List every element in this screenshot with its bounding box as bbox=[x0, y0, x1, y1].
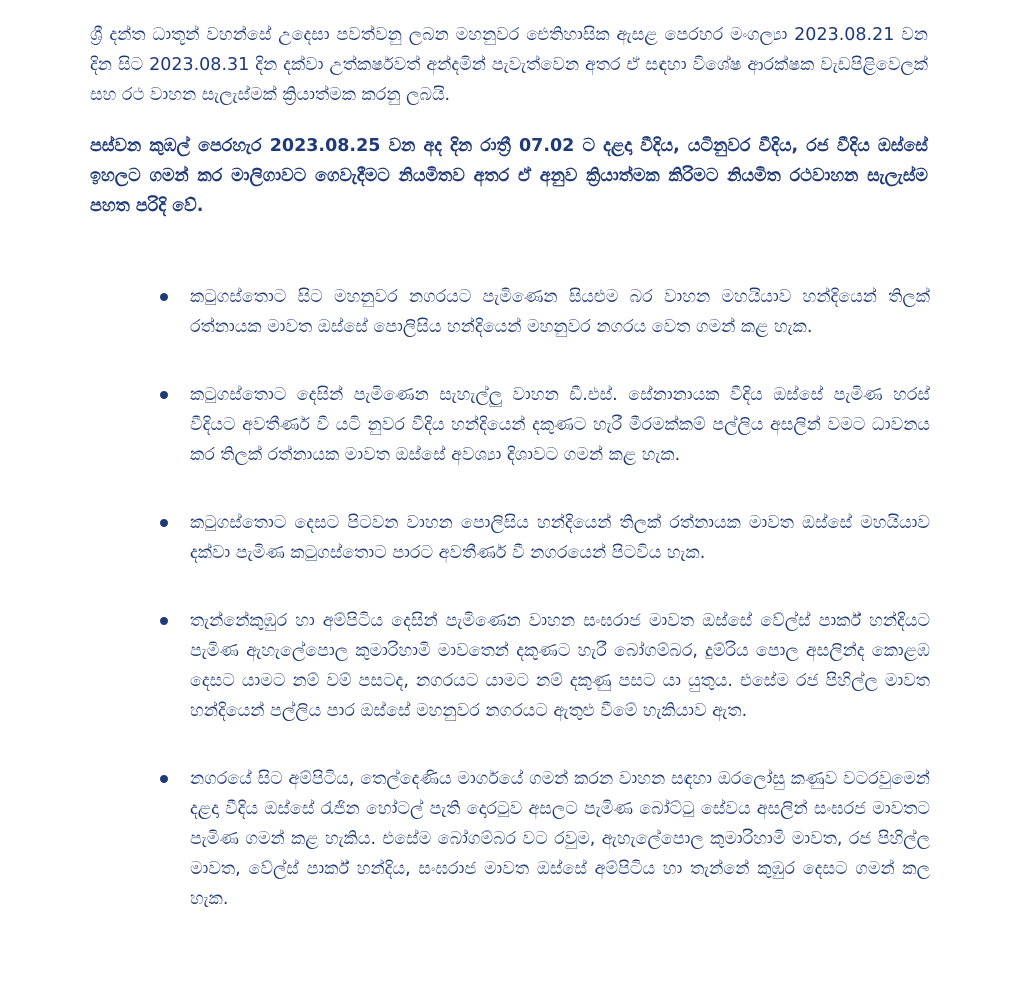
list-item-text: කටුගස්තොට සිට මහනුවර නගරයට පැමිණෙන සියළුම බර වාහන මහයියාව හන්දියෙන් තිලක් රත්නායක මාවත ඔස්සේ පොලිසිය හන්දියෙන් මහනුවර නගරය වෙත ගමන් කළ හැක. bbox=[190, 287, 930, 337]
list-item bbox=[160, 380, 930, 470]
procession-notice-paragraph: පස්වන කුඹල් පෙරහැර 2023.08.25 වන අද දින රාත්‍රී 07.02 ට දළදා වීදිය, යටිනුවර වීදිය, රජ වීදිය ඔස්සේ ඉහලට ගමන් කර මාලිගාවට ගෙවැදීමට නියමිතව අතර ඒ අනුව ක්‍රියාත්මක කිරිමට නියමිත රථවාහන සැලැස්ම පහත පරිදි වේ. bbox=[90, 136, 928, 216]
list-item bbox=[160, 508, 930, 568]
list-item-text: නගරයේ සිට අම්පිටිය, තෙල්දෙණිය මාර්ගයේ ගමන් කරන වාහන සඳහා ඔරලෝසු කණුව වටරවුමෙන් දළදා වීදිය ඔස්සේ රැජින හෝටල් පැති දොරටුව අසලට පැමිණ බෝට්ටු සේවය අසලින් සංඝරජ මාවතට පැමිණ ගමන් කළ හැකිය. එසේම බෝගම්බර වට රවුම, ඇහැලේපොල කුමාරිහාමි මාවත, රජ පිහිල්ල මාවත, වේල්ස් පාර්ක් හන්දිය, සංඝරාජ මාවත ඔස්සේ අම්පිටිය හා තැන්නේ කුඹුර දෙසට ගමන් කල හැක. bbox=[190, 769, 930, 909]
list-item-text: කටුගස්තොට දෙසට පිටවන වාහන පොලිසිය හන්දියෙන් තිලක් රත්නායක මාවත ඔස්සේ මහයියාව දක්වා පැමිණ කටුගස්තොට පාරට අවතීර්ණ වී නගරයෙන් පිටවිය හැක. bbox=[190, 513, 930, 563]
list-item-text: කටුගස්තොට දෙසින් පැමිණෙන සැහැල්ලු වාහන ඩී.එස්. සේනානායක වීදිය ඔස්සේ පැමිණ හරස් වීදියට අවතීර්ණ වී යටි නුවර වීදිය හන්දියෙන් දකුණට හැරී මීරමක්කම් පල්ලිය අසලින් වමට ධාවනය කර තිලක් රත්නායක මාවත ඔස්සේ අවශ්‍යා දිශාවට ගමන් කළ හැක. bbox=[190, 385, 930, 465]
intro-paragraph: ශ්‍රී දන්ත ධාතූන් වහන්සේ උදෙසා පවත්වනු ලබන මහනුවර ඓතිහාසික ඇසළ පෙරහර මංගල්‍යා 2023.08.21 වන දින සිට 2023.08.31 දින දක්වා උත්කර්ෂවත් අන්දමින් පැවැත්වෙන අතර ඒ සඳහා විශේෂ ආරක්ෂක වැඩපිළිවෙලක් සහ රථ වාහන සැලැස්මක් ක්‍රියාත්මක කරනු ලබයි. bbox=[90, 25, 928, 105]
bullet-icon bbox=[160, 293, 168, 301]
list-item bbox=[160, 282, 930, 342]
list-item-text: තැන්නේකුඹුර හා අම්පිටිය දෙසින් පැමිණෙන වාහන සංඝරාජ මාවත ඔස්සේ වේල්ස් පාර්ක් හන්දියට පැමිණ ඇහැලේපොල කුමාරිහාමි මාවතෙන් දකුණට හැරී බෝගම්බර, දුම්රිය පොල අසලින්ද කොළඹ දෙසට යාමට නම් වම් පසටද, නගරයට යාමට නම් දකුණු පසට යා යුතුය. එසේම රජ පිහිල්ල මාවත හන්දියෙන් පල්ලිය පාර ඔස්සේ මහනුවර නගරයට ඇතුළු වීමේ හැකියාව ඇත. bbox=[190, 611, 930, 721]
traffic-plan-list bbox=[160, 282, 930, 952]
list-item bbox=[160, 764, 930, 914]
bullet-icon bbox=[160, 775, 168, 783]
list-item bbox=[160, 606, 930, 726]
bullet-icon bbox=[160, 519, 168, 527]
bullet-icon bbox=[160, 391, 168, 399]
bullet-icon bbox=[160, 617, 168, 625]
